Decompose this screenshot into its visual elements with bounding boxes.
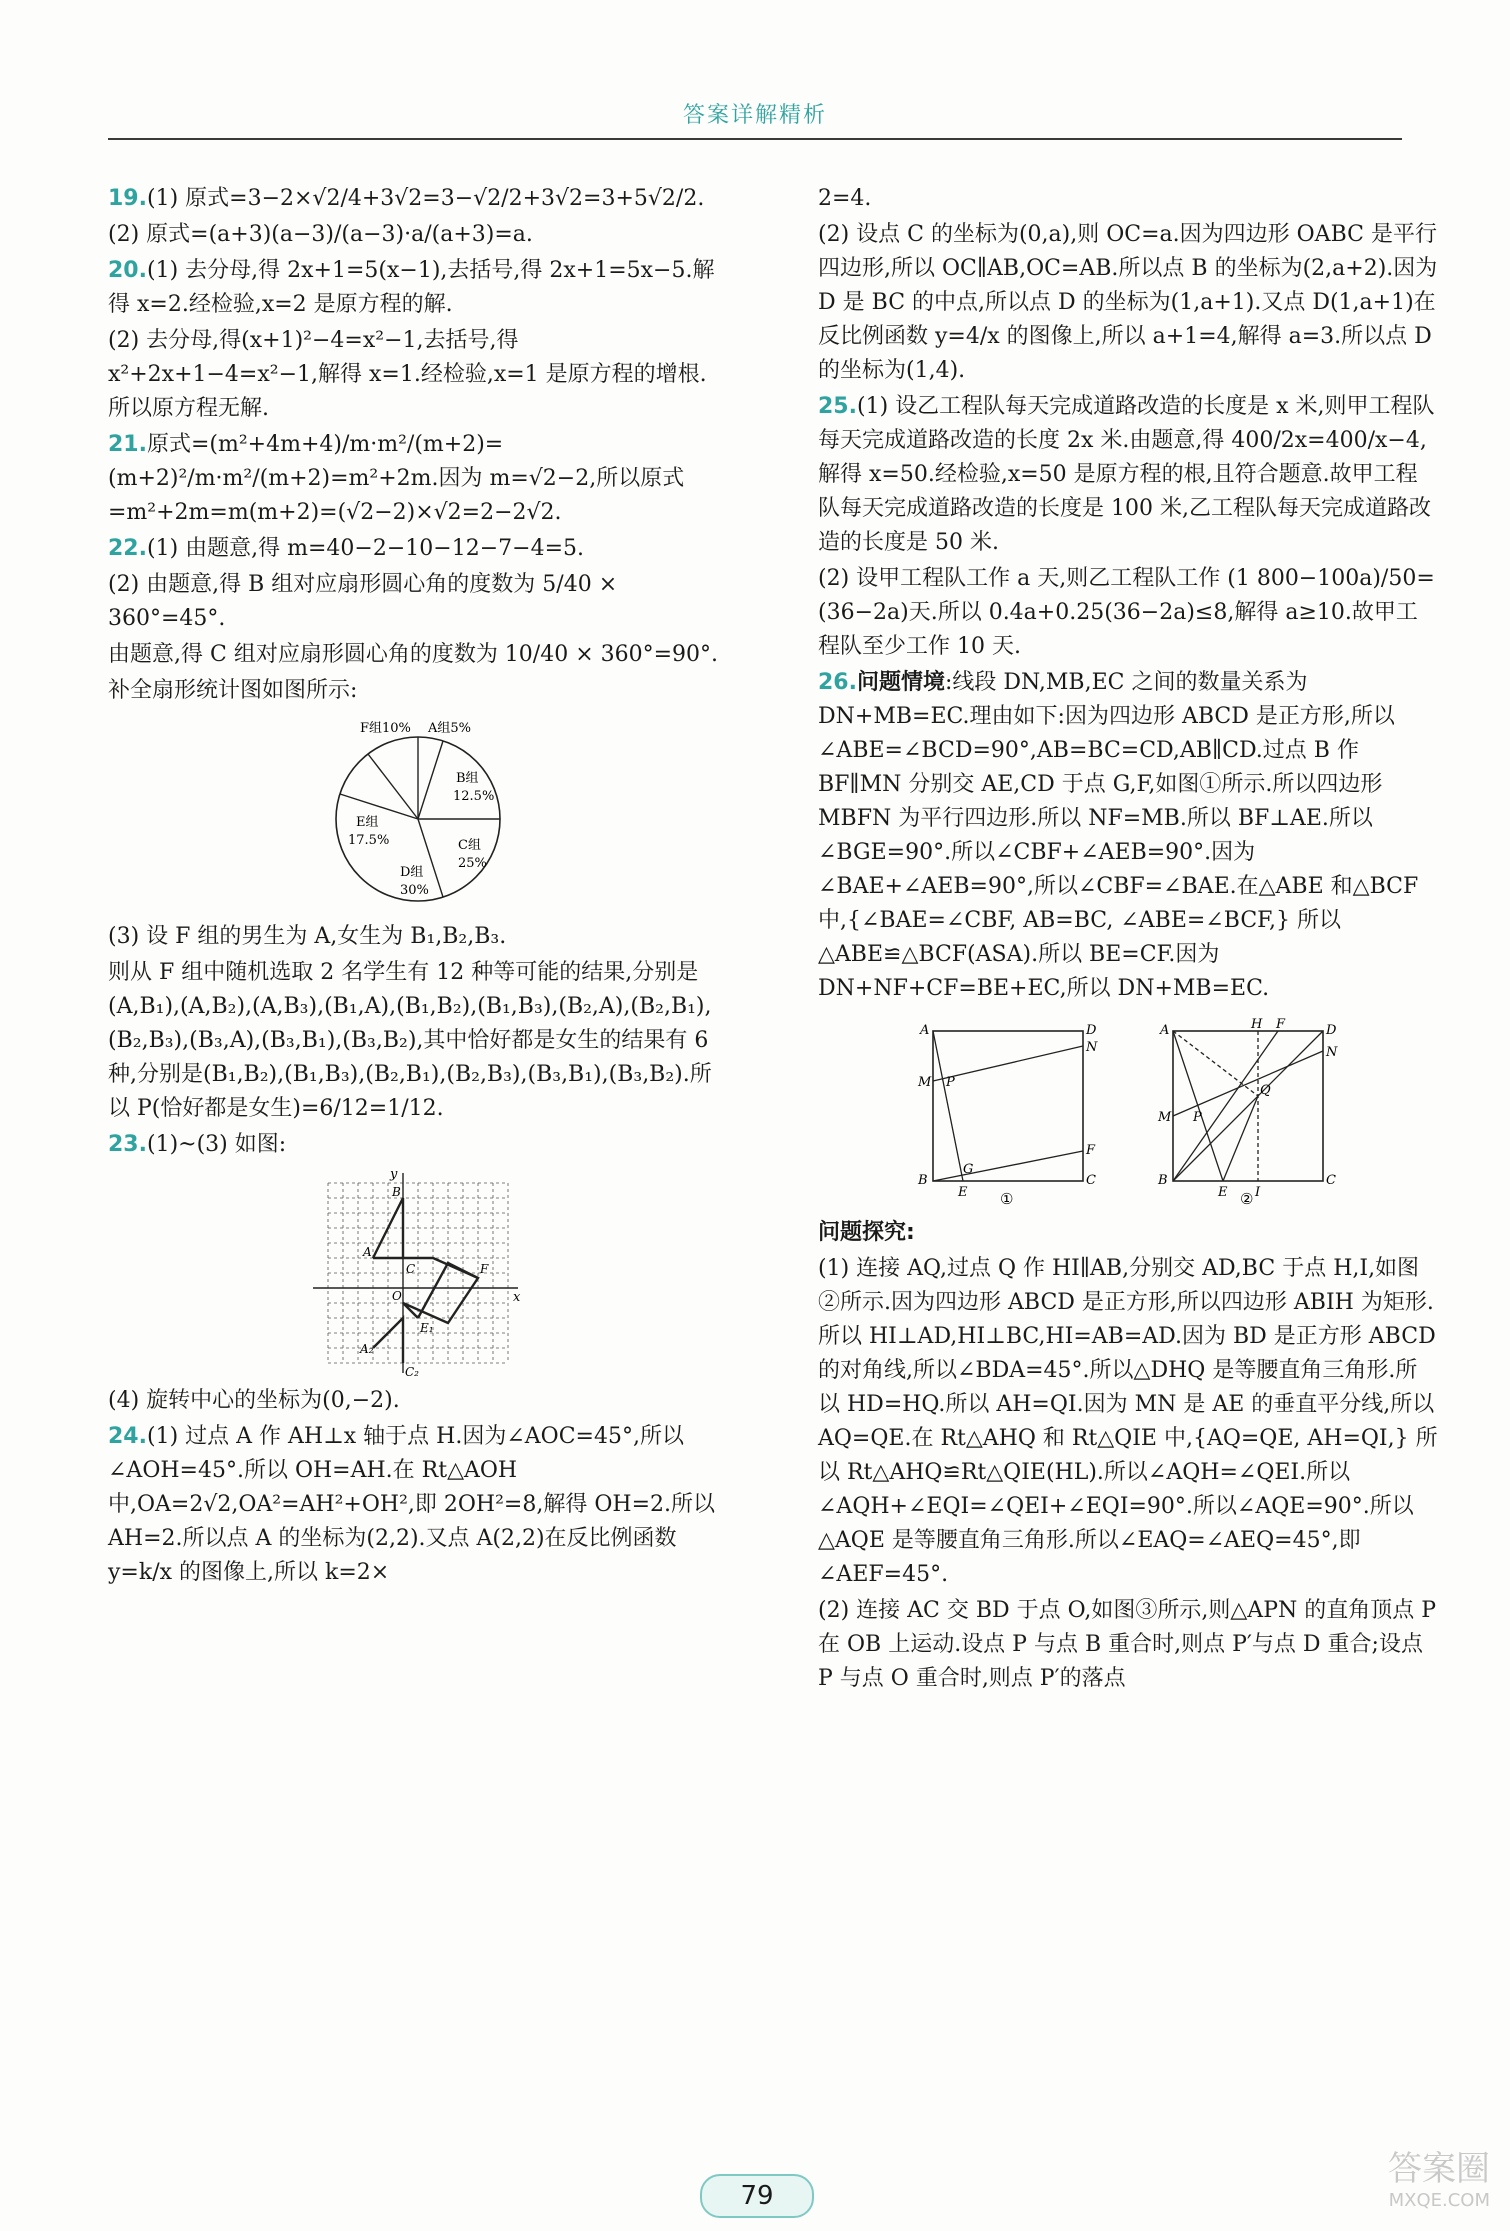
fig1-n: N — [1086, 1040, 1098, 1055]
q20-part2: (2) 去分母,得(x+1)²−4=x²−1,去括号,得 x²+2x+1−4=x²−1,解得 x=1.经检验,x=1 是原方程的增根.所以原方程无解. — [108, 328, 707, 421]
q24-line1 — [108, 1420, 728, 1590]
fig2-q: Q — [1260, 1083, 1271, 1098]
fig2-i: I — [1255, 1185, 1261, 1200]
q22-part1: (1) 由题意,得 m=40−2−10−12−7−4=5. — [146, 536, 584, 561]
grid-label-f: F — [480, 1262, 489, 1276]
page-header-title: 答案详解精析 — [682, 103, 827, 128]
pie-pct-b: 12.5% — [453, 789, 495, 804]
pie-pct-e: 17.5% — [348, 833, 390, 848]
fig1-g: G — [963, 1162, 974, 1177]
q19-part2: (2) 原式=(a+3)(a−3)/(a−3)·a/(a+3)=a. — [108, 222, 533, 247]
q20-number: 20. — [108, 258, 147, 283]
pie-pct-d: 30% — [400, 883, 429, 898]
grid-label-e1: E₁ — [420, 1321, 434, 1335]
fig1-b: B — [918, 1173, 928, 1188]
q26-situation-label: 问题情境 — [856, 670, 945, 695]
pie-pct-c: 25% — [458, 856, 487, 871]
pie-label-d: D组 — [400, 865, 424, 880]
grid-label-c: C — [406, 1262, 416, 1276]
grid-y-label: y — [390, 1168, 398, 1182]
q19-line1 — [108, 182, 728, 216]
q26-figures — [818, 1016, 1438, 1206]
q21-line1 — [108, 428, 728, 530]
watermark-url: MXQE.COM — [1388, 2190, 1490, 2211]
fig2-p: P — [1193, 1110, 1202, 1125]
q26-explore-part2: (2) 连接 AC 交 BD 于点 O,如图③所示,则△APN 的直角顶点 P 在 OB 上运动.设点 P 与点 B 重合时,则点 P′与点 D 重合;设点 P 与点 O 重合时,则点 P′的落点 — [818, 1598, 1444, 1691]
fig1-c: C — [1086, 1173, 1096, 1188]
fig1-caption: ① — [1000, 1190, 1014, 1206]
q22-part2: (2) 由题意,得 B 组对应扇形圆心角的度数为 5/40 × 360°=45°. — [108, 572, 625, 631]
fig1-e: E — [958, 1185, 968, 1200]
fig1-m: M — [918, 1075, 932, 1090]
q19-part1: (1) 原式=3−2×√2/4+3√2=3−√2/2+3√2=3+5√2/2. — [146, 186, 705, 211]
q23-line1 — [108, 1128, 728, 1162]
fig2-h: H — [1251, 1017, 1263, 1032]
q25-line1 — [818, 390, 1438, 560]
left-column — [108, 182, 728, 1592]
q19-number: 19. — [108, 186, 147, 211]
q26-explore-part1: (1) 连接 AQ,过点 Q 作 HI∥AB,分别交 AD,BC 于点 H,I,如图②所示.因为四边形 ABCD 是正方形,所以四边形 ABIH 为矩形.所以 HI⊥AD,HI⊥BC,HI=AB=AD.因为 BD 是正方形 ABCD 的对角线,所以∠BDA=45°.所以△DHQ 是等腰直角三角形.所以 HD=HQ.所以 AH=QI.因为 MN 是 AE 的垂直平分线,所以 AQ=QE.在 Rt△AHQ 和 Rt△QIE 中,{AQ=QE, AH=QI,} 所以 Rt△AHQ≌Rt△QIE(HL).所以∠AQH=∠QEI.所以∠AQH+∠EQI=∠QEI+∠EQI=90°.所以∠AQE=90°.所以△AQE 是等腰直角三角形.所以∠EAQ=∠AEQ=45°,即∠AEF=45°. — [818, 1256, 1443, 1587]
right-column — [818, 182, 1445, 1698]
fig2-d: D — [1326, 1023, 1337, 1038]
q25-part1: (1) 设乙工程队每天完成道路改造的长度是 x 米,则甲工程队每天完成道路改造的长度 2x 米.由题意,得 400/2x=400/x−4,解得 x=50.经检验,x=50 是原方程的根,且符合题意.故甲工程队每天完成道路改造的长度是 100 米,乙工程队每天完成道路改造的长度是 50 米. — [818, 394, 1435, 555]
page-number: 79 — [700, 2174, 814, 2218]
q22-part3a: (3) 设 F 组的男生为 A,女生为 B₁,B₂,B₃. — [108, 924, 507, 949]
square-figure-1 — [908, 1016, 1108, 1206]
q23-number: 23. — [108, 1132, 147, 1157]
q26-line1 — [818, 666, 1438, 1006]
pie-label-b: B组 — [456, 771, 479, 786]
fig2-e: E — [1218, 1185, 1228, 1200]
fig2-a: A — [1160, 1023, 1170, 1038]
pie-label-e: E组 — [356, 815, 379, 830]
grid-label-o: O — [392, 1289, 402, 1303]
q25-part2: (2) 设甲工程队工作 a 天,则乙工程队工作 (1 800−100a)/50=(36−2a)天.所以 0.4a+0.25(36−2a)≤8,解得 a≥10.故甲工程队至少工作 10 天. — [818, 566, 1435, 659]
q25-number: 25. — [818, 394, 857, 419]
grid-x-label: x — [513, 1290, 521, 1305]
square-figure-2 — [1148, 1016, 1348, 1206]
header-rule — [108, 138, 1402, 140]
fig1-p: P — [946, 1075, 955, 1090]
q22-line1 — [108, 532, 728, 566]
q22-part2b: 由题意,得 C 组对应扇形圆心角的度数为 10/40 × 360°=90°. — [108, 642, 719, 667]
q22-pie-intro: 补全扇形统计图如图所示: — [108, 678, 358, 703]
q20-line1 — [108, 254, 728, 322]
fig1-a: A — [920, 1023, 930, 1038]
fig2-f: F — [1276, 1017, 1286, 1032]
fig1-f: F — [1086, 1143, 1096, 1158]
grid-label-a2: A₂ — [360, 1342, 374, 1356]
fig1-d: D — [1086, 1023, 1097, 1038]
q21-number: 21. — [108, 432, 147, 457]
fig2-n: N — [1326, 1045, 1338, 1060]
pie-label-f: F组10% — [360, 721, 411, 736]
q26-number: 26. — [818, 670, 857, 695]
q22-number: 22. — [108, 536, 147, 561]
grid-label-b: B — [392, 1185, 401, 1199]
q23-part1: (1)~(3) 如图: — [146, 1132, 287, 1157]
pie-label-a: A组5% — [428, 721, 472, 736]
q24-cont: 2=4. — [818, 186, 872, 211]
fig2-b: B — [1158, 1173, 1168, 1188]
q26-explore-label: 问题探究: — [818, 1220, 915, 1245]
q21-text: 原式=(m²+4m+4)/m·m²/(m+2)=(m+2)²/m·m²/(m+2)=m²+2m.因为 m=√2−2,所以原式=m²+2m=m(m+2)=(√2−2)×√2=2−2√2. — [108, 432, 685, 525]
q23-part4: (4) 旋转中心的坐标为(0,−2). — [108, 1388, 400, 1413]
q24-number: 24. — [108, 1424, 147, 1449]
grid-label-c2: C₂ — [405, 1365, 419, 1378]
grid-label-a: A — [363, 1245, 372, 1259]
fig2-caption: ② — [1240, 1190, 1254, 1206]
fig2-c: C — [1326, 1173, 1336, 1188]
q26-situation-text: :线段 DN,MB,EC 之间的数量关系为 DN+MB=EC.理由如下:因为四边形 ABCD 是正方形,所以∠ABE=∠BCD=90°,AB=BC=CD,AB∥CD.过点 B 作 BF∥MN 分别交 AE,CD 于点 G,F,如图①所示.所以四边形 MBFN 为平行四边形.所以 NF=MB.所以 BF⊥AE.所以∠BGE=90°.所以∠CBF+∠AEB=90°.因为∠BAE+∠AEB=90°,所以∠CBF=∠BAE.在△ABE 和△BCF 中,{∠BAE=∠CBF, AB=BC, ∠ABE=∠BCF,} 所以△ABE≌△BCF(ASA).所以 BE=CF.因为 DN+NF+CF=BE+EC,所以 DN+MB=EC. — [818, 670, 1426, 1001]
q24-part1: (1) 过点 A 作 AH⊥x 轴于点 H.因为∠AOC=45°,所以∠AOH=45°.所以 OH=AH.在 Rt△AOH 中,OA=2√2,OA²=AH²+OH²,即 2OH²=8,解得 OH=2.所以 AH=2.所以点 A 的坐标为(2,2).又点 A(2,2)在反比例函数 y=k/x 的图像上,所以 k=2× — [108, 1424, 722, 1585]
grid-figure — [308, 1168, 528, 1378]
pie-label-c: C组 — [458, 838, 481, 853]
fig2-m: M — [1158, 1110, 1172, 1125]
q24-part2: (2) 设点 C 的坐标为(0,a),则 OC=a.因为四边形 OABC 是平行四边形,所以 OC∥AB,OC=AB.所以点 B 的坐标为(2,a+2).因为 D 是 BC 的中点,所以点 D 的坐标为(1,a+1).又点 D(1,a+1)在反比例函数 y=4/x 的图像上,所以 a+1=4,解得 a=3.所以点 D 的坐标为(1,4). — [818, 222, 1445, 383]
q22-part3b: 则从 F 组中随机选取 2 名学生有 12 种等可能的结果,分别是(A,B₁),(A,B₂),(A,B₃),(B₁,A),(B₁,B₂),(B₁,B₃),(B₂,A),(B₂,B₁),(B₂,B₃),(B₃,A),(B₃,B₁),(B₃,B₂),其中恰好都是女生的结果有 6 种,分别是(B₁,B₂),(B₁,B₃),(B₂,B₁),(B₂,B₃),(B₃,B₁),(B₃,B₂).所以 P(恰好都是女生)=6/12=1/12. — [108, 960, 716, 1121]
q20-part1: (1) 去分母,得 2x+1=5(x−1),去括号,得 2x+1=5x−5.解得 x=2.经检验,x=2 是原方程的解. — [108, 258, 715, 317]
pie-chart-figure — [308, 714, 528, 914]
watermark-logo-text: 答案圈 — [1388, 2149, 1490, 2189]
site-watermark — [1290, 2141, 1490, 2211]
